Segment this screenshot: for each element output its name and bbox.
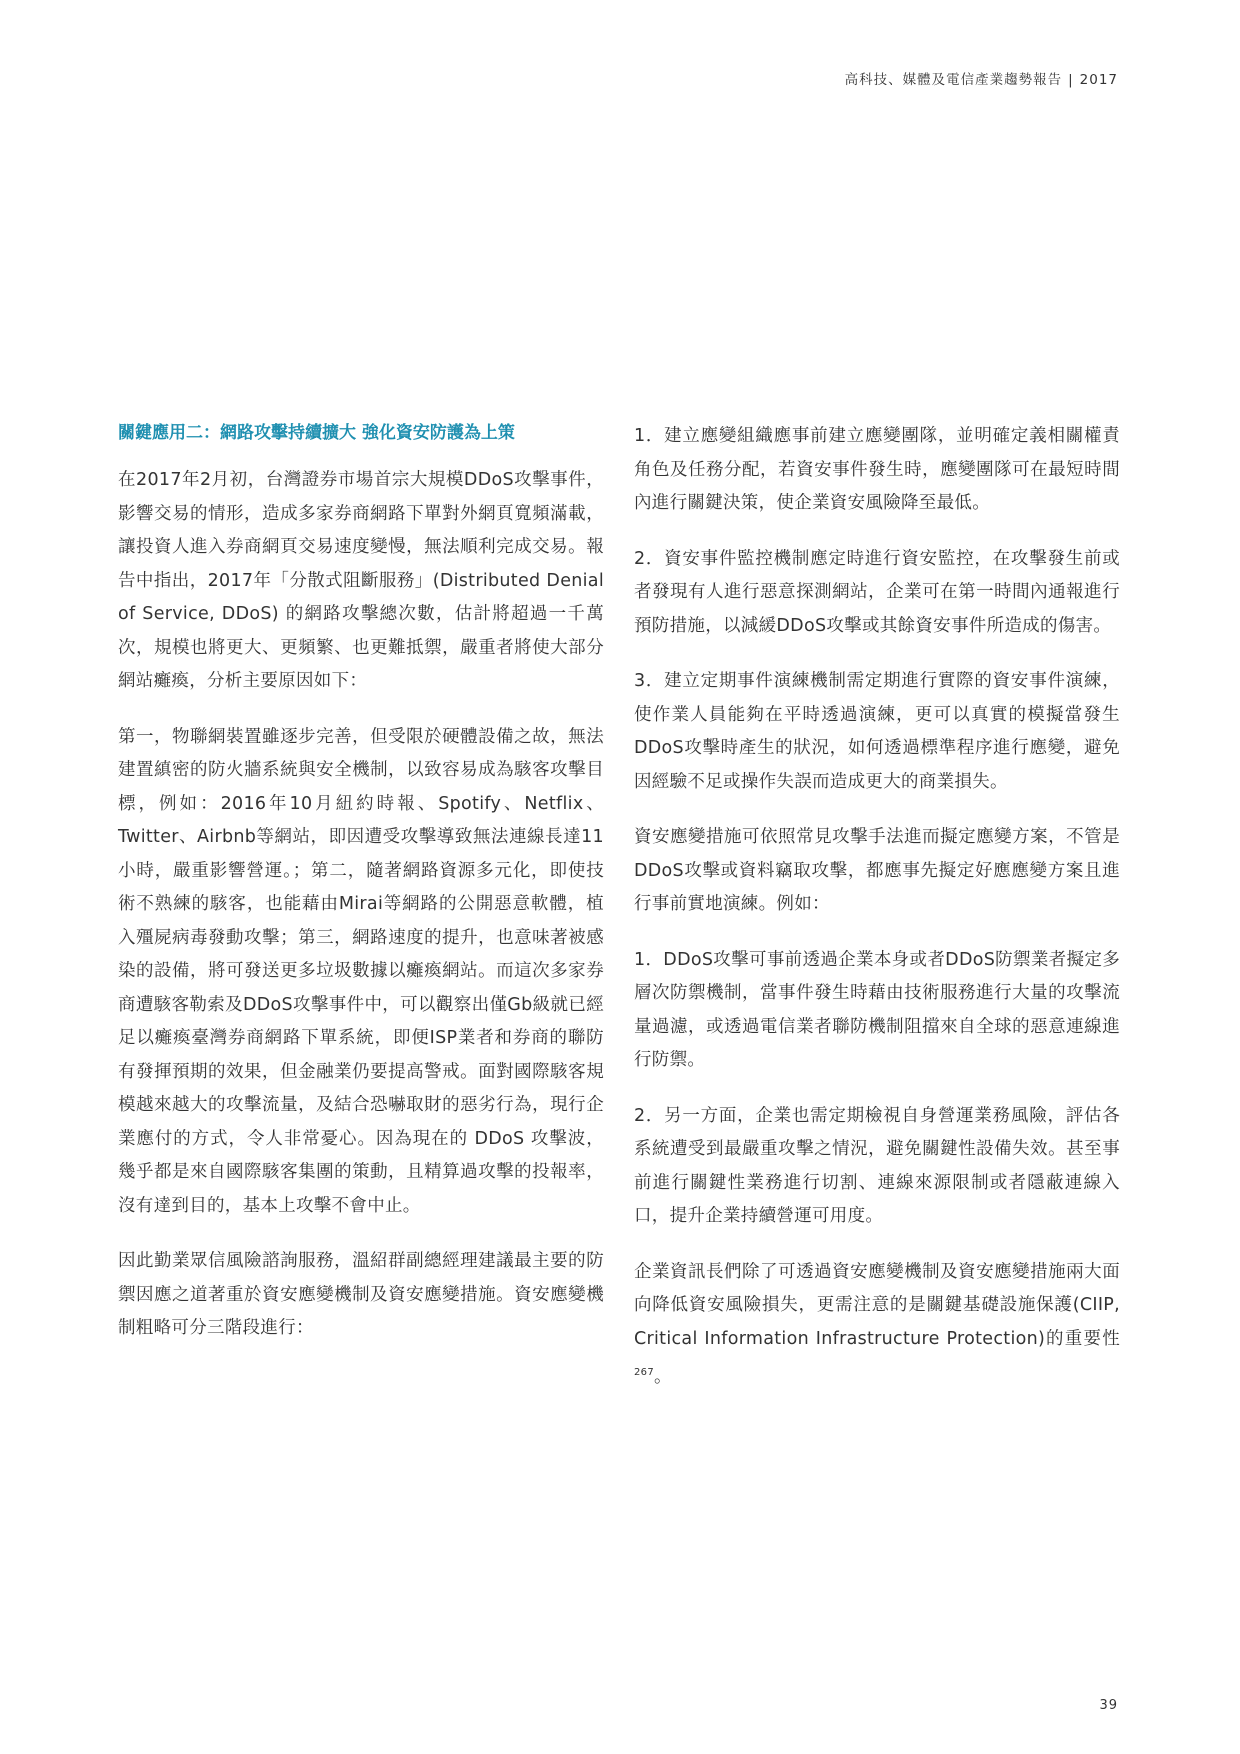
left-paragraph-1: 在2017年2月初，台灣證券市場首宗大規模DDoS攻擊事件，影響交易的情形，造成多家券商網路下單對外網頁寬頻滿載，讓投資人進入券商網頁交易速度變慢，無法順利完成交易。報告中指出，2017年「分散式阻斷服務」(Distributed Denial of Service, DDoS) 的網路攻擊總次數，估計將超過一千萬次，規模也將更大、更頻繁、也更難抵禦，嚴重者將使大部分網站癱瘓，分析主要原因如下： (118, 470, 604, 691)
right-paragraph-6: 2．另一方面，企業也需定期檢視自身營運業務風險，評估各系統遭受到最嚴重攻擊之情況，避免關鍵性設備失效。甚至事前進行關鍵性業務進行切割、連線來源限制或者隱蔽連線入口，提升企業持續營運可用度。 (634, 1105, 1120, 1226)
footnote-ref[interactable]: 267 (634, 1367, 654, 1378)
header-separator: | (1068, 72, 1074, 88)
report-title: 高科技、媒體及電信產業趨勢報告 (844, 72, 1063, 88)
right-paragraph-4: 資安應變措施可依照常見攻擊手法進而擬定應變方案，不管是DDoS攻擊或資料竊取攻擊，都應事先擬定好應應變方案且進行事前實地演練。例如： (634, 827, 1120, 914)
right-paragraph-3: 3．建立定期事件演練機制需定期進行實際的資安事件演練，使作業人員能夠在平時透過演練，更可以真實的模擬當發生DDoS攻擊時產生的狀況，如何透過標準程序進行應變，避免因經驗不足或操作失誤而造成更大的商業損失。 (634, 671, 1120, 792)
right-paragraph-1: 1．建立應變組織應事前建立應變團隊，並明確定義相關權責角色及任務分配，若資安事件發生時，應變團隊可在最短時間內進行關鍵決策，使企業資安風險降至最低。 (634, 426, 1120, 513)
report-year: 2017 (1079, 72, 1118, 88)
running-header (845, 68, 1118, 88)
right-paragraph-7-end: 。 (654, 1366, 672, 1387)
right-paragraph-7-text: 企業資訊長們除了可透過資安應變機制及資安應變措施兩大面向降低資安風險損失，更需注意的是關鍵基礎設施保護(CIIP, Critical Information Infrastructure Protection)的重要性 (634, 1261, 1120, 1349)
right-paragraph-7 (634, 1256, 1120, 1395)
page-number: 39 (1099, 1698, 1118, 1713)
right-paragraph-2: 2．資安事件監控機制應定時進行資安監控，在攻擊發生前或者發現有人進行惡意探測網站，企業可在第一時間內通報進行預防措施，以減緩DDoS攻擊或其餘資安事件所造成的傷害。 (634, 548, 1120, 636)
right-paragraph-5: 1．DDoS攻擊可事前透過企業本身或者DDoS防禦業者擬定多層次防禦機制，當事件發生時藉由技術服務進行大量的攻擊流量過濾，或透過電信業者聯防機制阻擋來自全球的惡意連線進行防禦。 (634, 949, 1120, 1070)
left-paragraph-3: 因此勤業眾信風險諮詢服務，溫紹群副總經理建議最主要的防禦因應之道著重於資安應變機制及資安應變措施。資安應變機制粗略可分三階段進行： (118, 1251, 604, 1338)
left-column (118, 420, 604, 1368)
right-column (634, 420, 1120, 1416)
section-heading: 關鍵應用二：網路攻擊持續擴大 強化資安防護為上策 (118, 423, 515, 443)
left-paragraph-2: 第一，物聯網裝置雖逐步完善，但受限於硬體設備之故，無法建置縝密的防火牆系統與安全機制，以致容易成為駭客攻擊目標，例如：2016年10月紐約時報、Spotify、Netflix、Twitter、Airbnb等網站，即因遭受攻擊導致無法連線長達11小時，嚴重影響營運。；第二，隨著網路資源多元化，即使技術不熟練的駭客，也能藉由Mirai等網路的公開惡意軟體，植入殭屍病毒發動攻擊；第三，網路速度的提升，也意味著被感染的設備，將可發送更多垃圾數據以癱瘓網站。而這次多家券商遭駭客勒索及DDoS攻擊事件中，可以觀察出僅Gb級就已經足以癱瘓臺灣券商網路下單系統，即便ISP業者和券商的聯防有發揮預期的效果，但金融業仍要提高警戒。面對國際駭客規模越來越大的攻擊流量，及結合恐嚇取財的惡劣行為，現行企業應付的方式，令人非常憂心。因為現在的 DDoS 攻擊波，幾乎都是來自國際駭客集團的策動，且精算過攻擊的投報率，沒有達到目的，基本上攻擊不會中止。 (118, 726, 604, 1216)
